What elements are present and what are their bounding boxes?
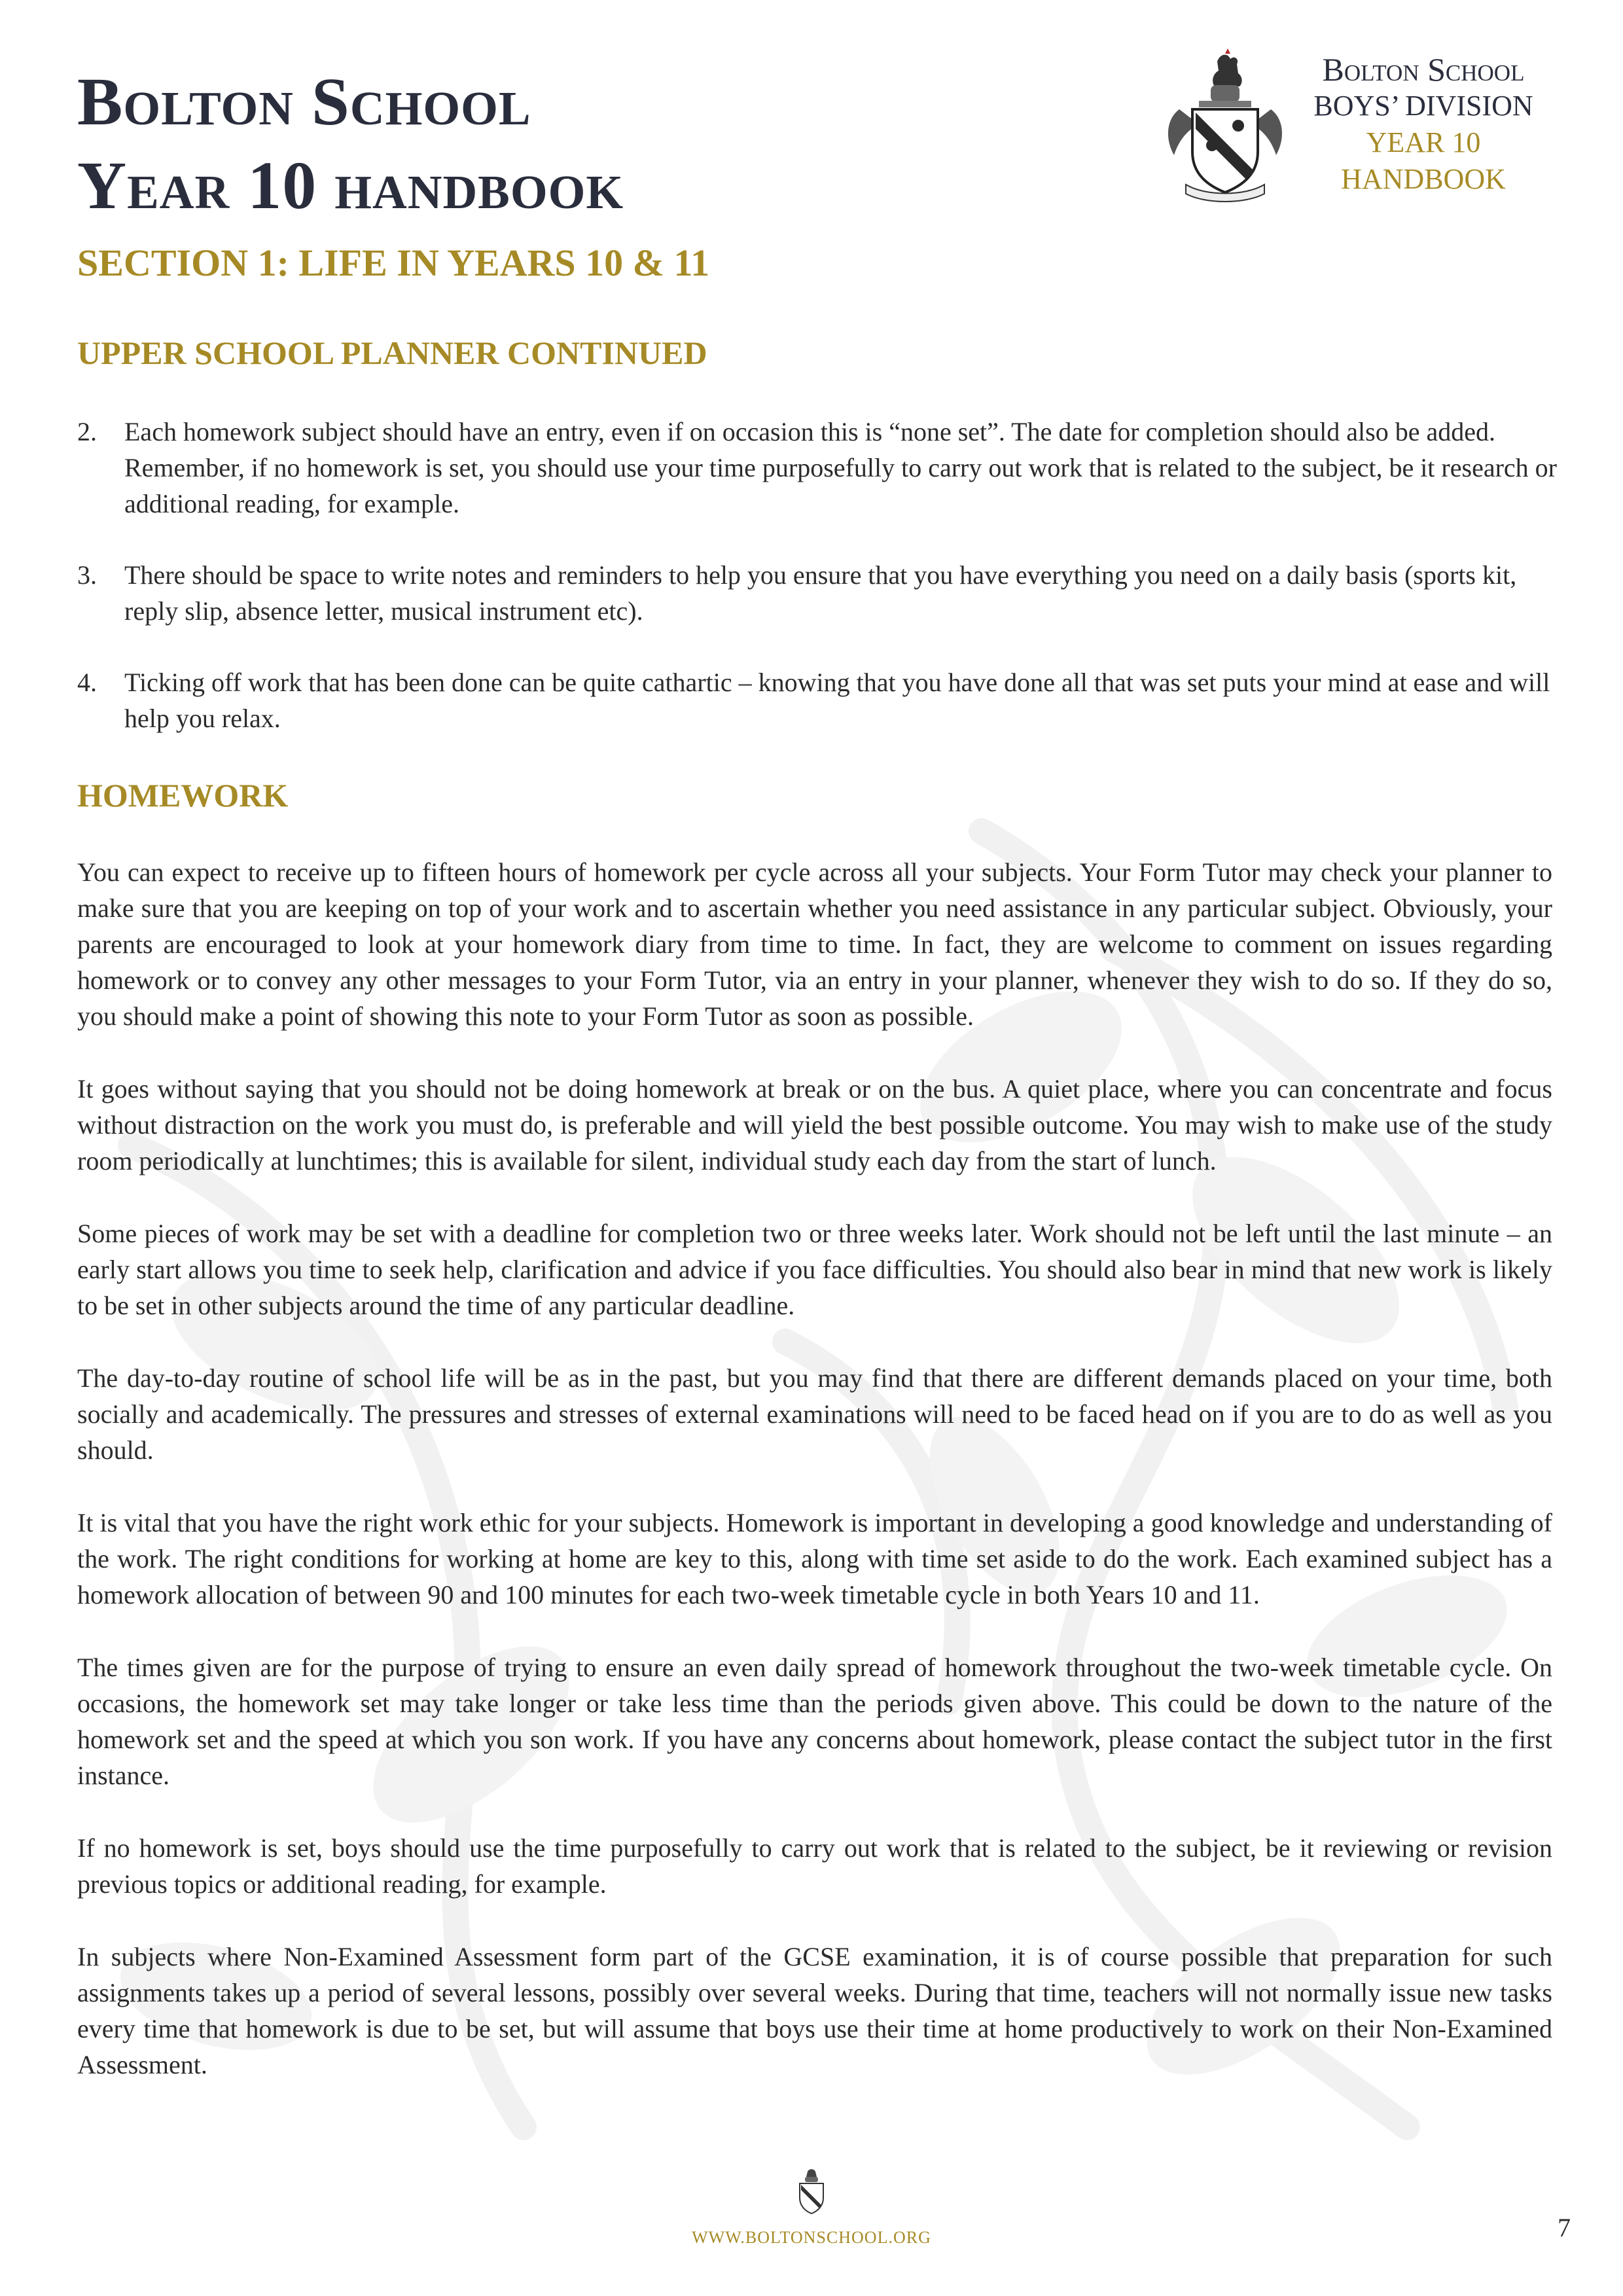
paragraph: If no homework is set, boys should use the time purposefully to carry out work that is related to the subject, be it reviewing or revision previous topics or additional reading, for example. [77,1833,1552,1899]
footer-crest-icon [791,2168,832,2216]
title-line-2: Year 10 handbook [77,148,624,223]
list-item-text: Each homework subject should have an entry, even if on occasion this is “none set”. The date for completion should also be added. Remember, if no homework is set, you should use your time purposefully to carry out work that is related to the subject, be it research or additional reading, for example. [124,417,1557,518]
list-item [77,414,1576,522]
list-item-number: 2. [77,417,97,446]
paragraph: You can expect to receive up to fifteen hours of homework per cycle across all your subjects. Your Form Tutor may check your planner to make sure that you are keeping on top of your work and to ascertain whether you need assistance in any particular subject. Obviously, your parents are encouraged to look at your homework diary from time to time. In fact, they are welcome to comment on issues regarding homework or to convey any other messages to your Form Tutor, via an entry in your planner, whenever they wish to do so. If they do so, you should make a point of showing this note to your Form Tutor as soon as possible. [77,857,1552,1031]
paragraph: The day-to-day routine of school life will be as in the past, but you may find that there are different demands placed on your time, both socially and academically. The pressures and stresses of external examinations will need to be faced head on if you are to do as well as you should. [77,1363,1552,1465]
list-item-text: Ticking off work that has been done can be quite cathartic – knowing that you have done all that was set puts your mind at ease and will help you relax. [124,668,1550,733]
title-line-1: Bolton School [77,64,531,139]
list-item-number: 3. [77,560,97,590]
planner-list [77,414,1576,772]
paragraph: It is vital that you have the right work ethic for your subjects. Homework is important in developing a good knowledge and understanding of the work. The right conditions for working at home are key to this, along with time set aside to do the work. Each examined subject has a homework allocation of between 90 and 100 minutes for each two-week timetable cycle in both Years 10 and 11. [77,1508,1552,1609]
header-right-block [1276,51,1571,198]
list-item [77,557,1576,629]
paragraph: Some pieces of work may be set with a deadline for completion two or three weeks later. Work should not be left until the last minute – an early start allows you time to seek help, clarification and advice if you face difficulties. You should also bear in mind that new work is likely to be set in other subjects around the time of any particular deadline. [77,1219,1552,1320]
page-number: 7 [1558,2213,1571,2242]
paragraph: It goes without saying that you should not be doing homework at break or on the bus. A quiet place, where you can concentrate and focus without distraction on the work you must do, is preferable and will yield the best possible outcome. You may wish to make use of the study room periodically at lunchtimes; this is available for silent, individual study each day from the start of lunch. [77,1074,1552,1175]
paragraph: The times given are for the purpose of trying to ensure an even daily spread of homework throughout the two-week timetable cycle. On occasions, the homework set may take longer or take less time than the periods given above. This could be down to the nature of the homework set and the speed at which you son work. If you have any concerns about homework, please contact the subject tutor in the first instance. [77,1653,1552,1790]
school-crest-logo [1160,47,1291,204]
list-item-number: 4. [77,668,97,697]
section-title: SECTION 1: LIFE IN YEARS 10 & 11 [77,242,710,284]
list-item-text: There should be space to write notes and reminders to help you ensure that you have everything you need on a daily basis (sports kit, reply slip, absence letter, musical instrument etc). [124,560,1517,626]
planner-heading: UPPER SCHOOL PLANNER CONTINUED [77,334,707,371]
header-year: YEAR 10 [1366,126,1481,158]
footer-website-link[interactable]: WWW.BOLTONSCHOOL.ORG [692,2228,931,2247]
homework-body [77,854,1552,2119]
list-item [77,664,1576,736]
document-title [77,60,624,228]
header-school-name: Bolton School [1322,51,1525,88]
header-handbook: HANDBOOK [1341,163,1506,195]
homework-heading: HOMEWORK [77,777,289,814]
paragraph: In subjects where Non-Examined Assessment form part of the GCSE examination, it is of course possible that preparation for such assignments takes up a period of several lessons, possibly over several weeks. During that time, teachers will not normally issue new tasks every time that homework is due to be set, but will assume that boys use their time at home productively to work on their Non-Examined Assessment. [77,1942,1552,2079]
header-division: BOYS’ DIVISION [1313,90,1533,122]
